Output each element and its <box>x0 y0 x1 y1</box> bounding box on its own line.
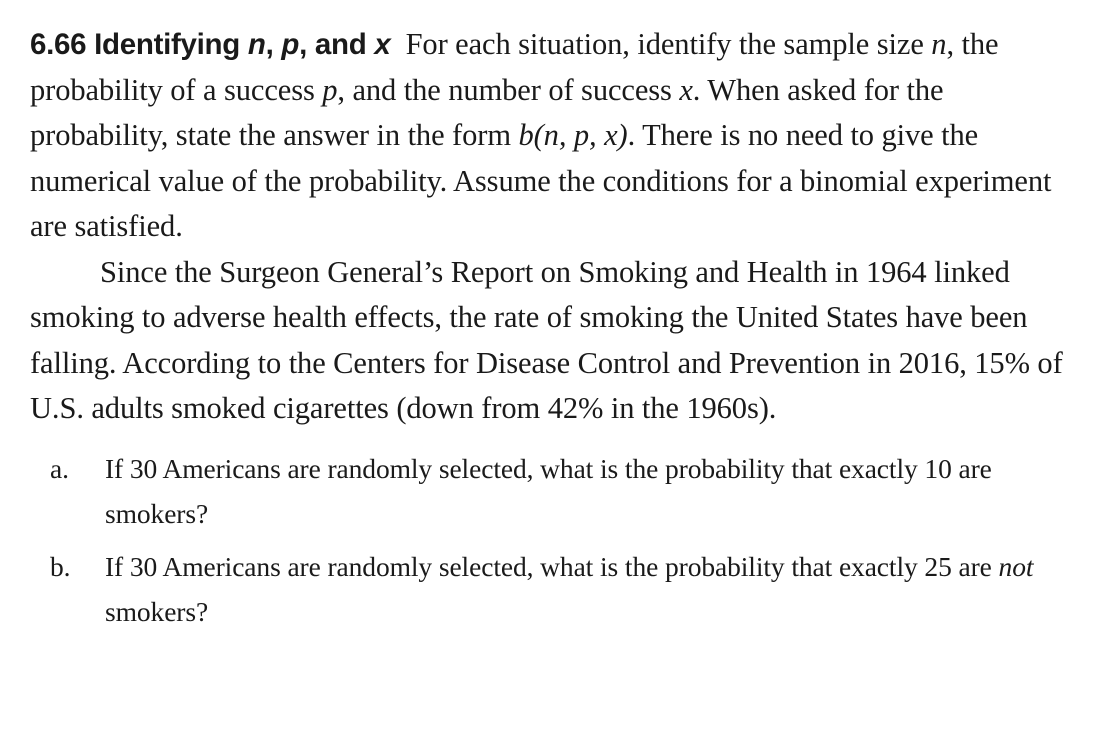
exercise-intro <box>30 22 1080 250</box>
intro-binomial-form: b(n, p, x) <box>518 118 628 152</box>
question-b-text-post: smokers? <box>105 595 209 627</box>
exercise-var-p: p <box>281 28 300 61</box>
exercise-block <box>30 22 1080 642</box>
intro-text-5: . There is no need to give the numerical value of the probability. Assume the conditions for a binomial experiment are satisfied. <box>30 118 1052 243</box>
exercise-var-n: n <box>247 28 266 61</box>
question-a-text: If 30 Americans are randomly selected, what is the probability that exactly 10 are smokers? <box>105 452 992 529</box>
exercise-comma: , <box>265 28 274 61</box>
intro-text-4: . When asked for the probability, state the answer in the form <box>30 72 944 152</box>
question-b-label: b. <box>50 550 71 582</box>
intro-text-3: , and the number of success <box>337 72 672 107</box>
exercise-heading <box>30 28 391 61</box>
exercise-var-x: x <box>374 28 391 61</box>
context-paragraph: Since the Surgeon General’s Report on Smoking and Health in 1964 linked smoking to adverse health effects, the rate of smoking the United States have been falling. According to the Centers for Disease Control and Prevention in 2016, 15% of U.S. adults smoked cigarettes (down from 42% in the 1960s). <box>30 254 1063 425</box>
question-a-label: a. <box>50 452 69 484</box>
exercise-title: Identifying <box>94 28 240 61</box>
intro-var-n: n <box>931 27 947 61</box>
question-list <box>30 446 1080 634</box>
intro-var-p: p <box>322 72 338 107</box>
exercise-number: 6.66 <box>30 28 87 61</box>
intro-text-1: For each situation, identify the sample size <box>405 27 924 61</box>
intro-var-x: x <box>679 72 693 107</box>
question-b-text-pre: If 30 Americans are randomly selected, what is the probability that exactly 25 are <box>105 550 992 582</box>
exercise-and: , and <box>299 28 367 61</box>
question-a <box>30 446 1080 536</box>
intro-text-2: , the probability of a success <box>30 27 999 107</box>
question-b-emphasis: not <box>998 550 1034 582</box>
question-b <box>30 544 1080 634</box>
